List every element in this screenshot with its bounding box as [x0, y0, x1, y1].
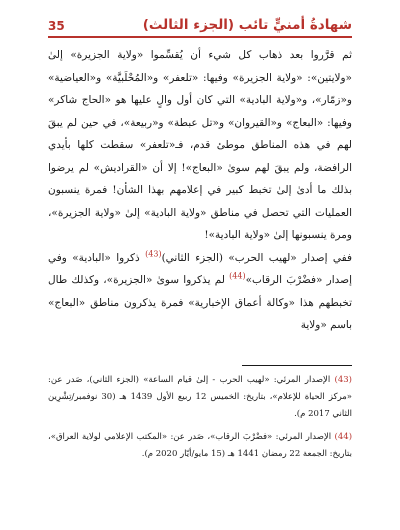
page-number: 35: [48, 19, 65, 33]
body-text: [48, 44, 352, 337]
footnote-number: (43): [334, 375, 352, 385]
running-header: [48, 12, 352, 38]
paragraph: [48, 247, 352, 337]
footnotes: [48, 372, 352, 469]
header-title: شهادةُ أمنيٍّ تائب (الجزء الثالث): [142, 17, 352, 33]
footnote: [48, 372, 352, 423]
footnote-reference: (43): [145, 249, 162, 258]
footnote-separator: [242, 365, 352, 366]
paragraph-text: لم يذكروا سوىٰ «الجزيرة»، وكذلك طال تخبطهم هذا «وكالة أعماق الإخبارية» فمرة يذكرون مناطق «البعاج» باسم «ولاية: [48, 274, 352, 331]
footnote-number: (44): [334, 432, 353, 442]
footnote: [48, 429, 352, 463]
footnote-text: الإصدار المرئي: «فضْرْبَ الرقاب»، صَدر عن: «المكتب الإعلامي لولاية العراق»، بتاريخ: الجمعة 22 رمضان 1441 هـ (15 مايو/أيّار 2020 م).: [48, 432, 352, 459]
paragraph: ثم قرَّروا بعد ذهاب كل شيء أن يُقسِّموا «ولاية الجزيرة» إلىٰ «ولايتين»: «ولاية الجزيرة» وفيها: «تلعفر» و«المُحْلَبيَّة» و«العياضية» و«زمّار»، و«ولاية البادية» التي كان أول والٍ عليها هو «الحاج شاكر» وفيها: «البعاج» و«القيروان» و«تل عبطة» و«ربيعة»، في حين لم يبقَ لهم في هذه المناطق موطئ قدم، فـ«تلعفر» سقطت كلها بأيدي الرافضة، ولم يبقَ لهم سوىٰ «البعاج»! إلا أن «القراديش» لم يرضوا بذلك ما أدىٰ إلىٰ تخبط كبير في إعلامهم بهذا الشأن! فمرة ينسبون العمليات التي تحصل في مناطق «ولاية البادية» إلىٰ «ولاية الجزيرة»، ومرة ينسبونها إلىٰ «ولاية البادية»!: [48, 49, 352, 241]
paragraph-text: ففي إصدار «لهيب الحرب» (الجزء الثاني): [161, 251, 352, 264]
footnote-text: الإصدار المرئي: «لهيب الحرب - إلىٰ قيام الساعة» (الجزء الثاني)، صَدر عن: «مركز الحياة للإعلام»، بتاريخ: الخميس 12 ربيع الأول 1439 هـ (30 نوفمبر/تِشْرِين الثاني 2017 م).: [48, 375, 353, 419]
footnote-reference: (44): [229, 271, 246, 281]
paragraph-text: ذكروا «البادية» وفي إصدار «فضْرْبَ الرقاب»: [48, 251, 352, 286]
